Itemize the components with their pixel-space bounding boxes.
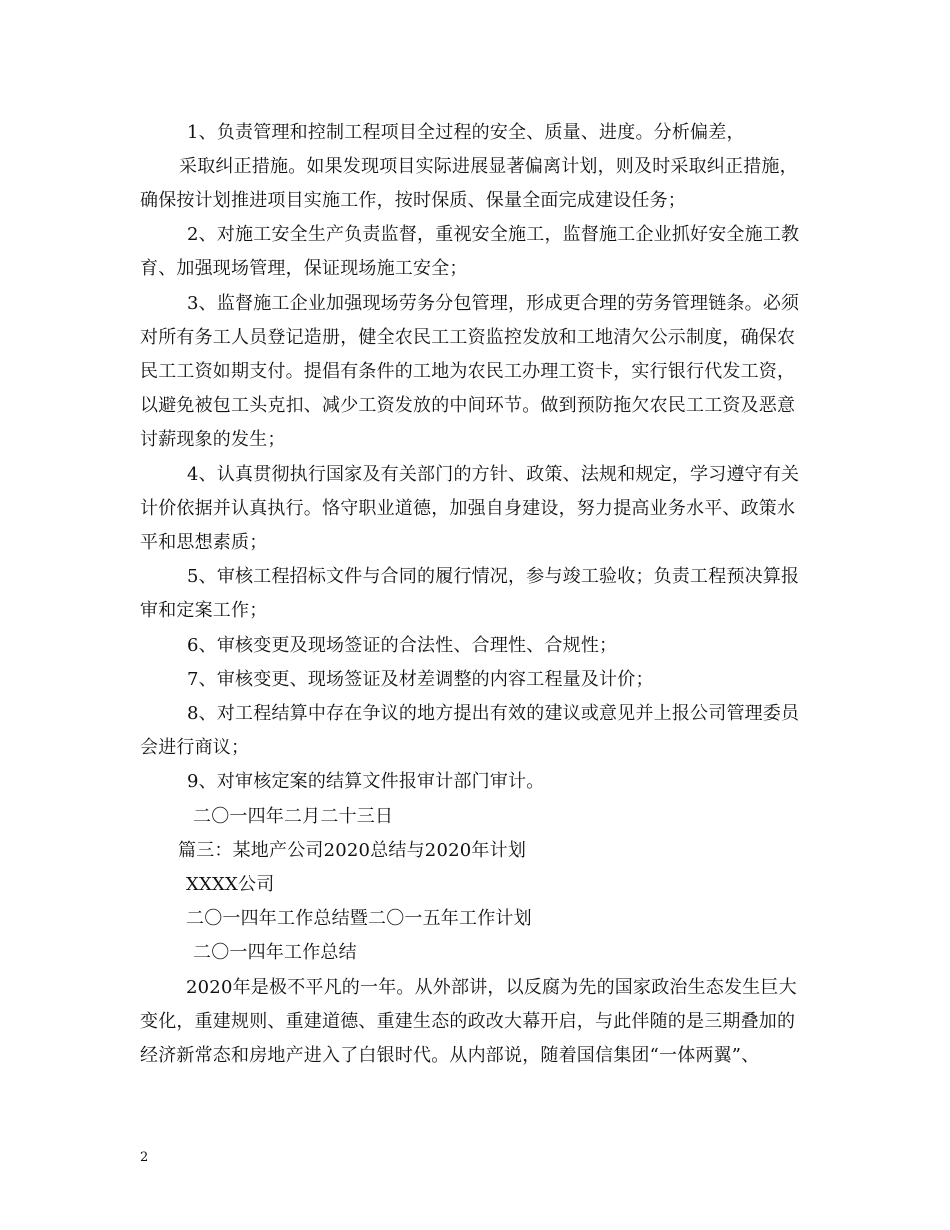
text-line: 7、审核变更、现场签证及材差调整的内容工程量及计价；: [187, 669, 654, 690]
text-line: 确保按计划推进项目实施工作，按时保质、保量全面完成建设任务；: [140, 190, 686, 211]
text-line: 育、加强现场管理，保证现场施工安全；: [140, 258, 468, 279]
page-number: 2: [140, 1150, 149, 1165]
text-line: 3、监督施工企业加强现场劳务分包管理，形成更合理的劳务管理链条。必须: [187, 293, 800, 314]
text-line: 审和定案工作；: [140, 600, 268, 621]
text-line: 变化，重建规则、重建道德、重建生态的政改大幕开启，与此伴随的是三期叠加的: [140, 1011, 796, 1032]
text-line: 民工工资如期支付。提倡有条件的工地为农民工办理工资卡，实行银行代发工资，: [140, 361, 796, 382]
report-title: 二〇一四年工作总结暨二〇一五年工作计划: [186, 908, 532, 929]
text-line: 以避免被包工头克扣、减少工资发放的中间环节。做到预防拖欠农民工工资及恶意: [140, 395, 796, 416]
text-line: 经济新常态和房地产进入了白银时代。从内部说，随着国信集团“一体两翼”、: [140, 1045, 760, 1066]
text-line: 2020年是极不平凡的一年。从外部讲，以反腐为先的国家政治生态发生巨大: [186, 977, 797, 998]
date-line: 二〇一四年二月二十三日: [193, 806, 394, 827]
company-name: XXXX公司: [186, 874, 275, 895]
text-line: 5、审核工程招标文件与合同的履行情况，参与竣工验收；负责工程预决算报: [187, 566, 800, 587]
text-line: 6、审核变更及现场签证的合法性、合理性、合规性；: [187, 635, 618, 656]
text-line: 平和思想素质；: [140, 532, 268, 553]
text-line: 对所有务工人员登记造册，健全农民工工资监控发放和工地清欠公示制度，确保农: [140, 327, 796, 348]
text-line: 8、对工程结算中存在争议的地方提出有效的建议或意见并上报公司管理委员: [187, 703, 800, 724]
text-line: 4、认真贯彻执行国家及有关部门的方针、政策、法规和规定，学习遵守有关: [187, 464, 800, 485]
text-line: 讨薪现象的发生；: [140, 429, 286, 450]
text-line: 采取纠正措施。如果发现项目实际进展显著偏离计划，则及时采取纠正措施，: [179, 156, 798, 177]
text-line: 会进行商议；: [140, 737, 250, 758]
text-line: 9、对审核定案的结算文件报审计部门审计。: [187, 771, 545, 792]
subsection-heading: 二〇一四年工作总结: [193, 942, 357, 963]
text-line: 1、负责管理和控制工程项目全过程的安全、质量、进度。分析偏差，: [187, 122, 745, 143]
section-heading: 篇三：某地产公司2020总结与2020年计划: [178, 840, 527, 861]
text-line: 2、对施工安全生产负责监督，重视安全施工，监督施工企业抓好安全施工教: [187, 224, 800, 245]
text-line: 计价依据并认真执行。恪守职业道德，加强自身建设，努力提高业务水平、政策水: [140, 498, 796, 519]
